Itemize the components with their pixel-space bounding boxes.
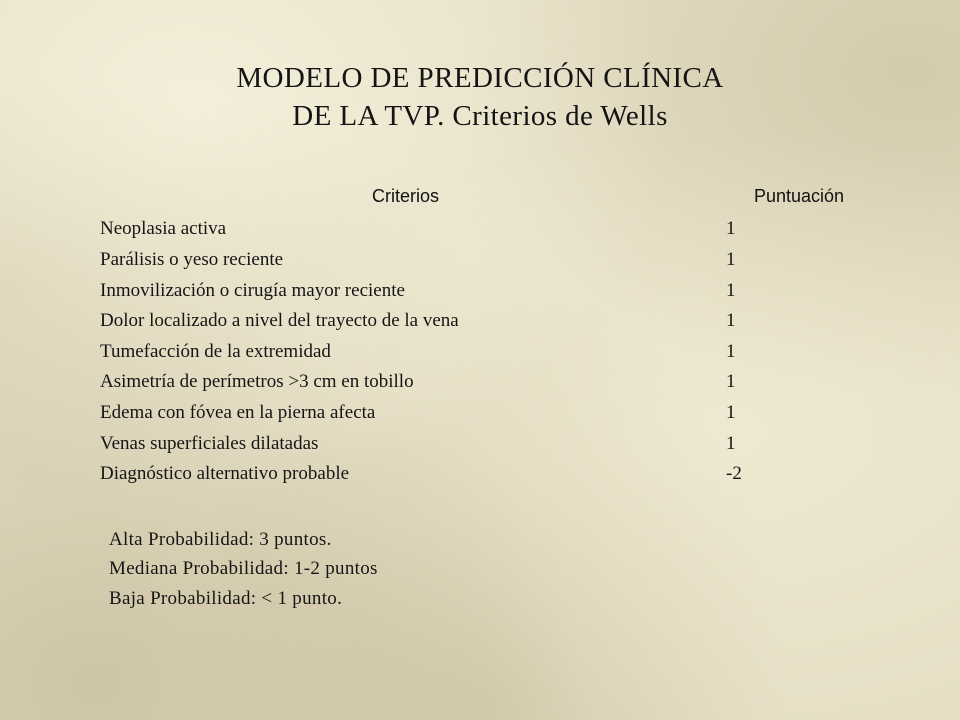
low-probability-text: Baja Probabilidad: < 1 punto. — [109, 588, 343, 609]
criterion-score: -2 — [726, 463, 742, 484]
criterion-label: Neoplasia activa — [100, 218, 227, 239]
slide-title-line-2: DE LA TVP. Criterios de Wells — [292, 100, 668, 132]
criterion-label: Venas superficiales dilatadas — [100, 433, 319, 454]
criterion-score: 1 — [726, 433, 736, 454]
criterion-label: Dolor localizado a nivel del trayecto de la vena — [100, 310, 459, 331]
criterion-label: Diagnóstico alternativo probable — [100, 463, 350, 484]
criterion-score: 1 — [726, 280, 736, 301]
criterion-label: Asimetría de perímetros >3 cm en tobillo — [100, 371, 414, 392]
criterion-label: Parálisis o yeso reciente — [100, 249, 284, 270]
criterion-score: 1 — [726, 341, 736, 362]
criterion-score: 1 — [726, 310, 736, 331]
high-probability-text: Alta Probabilidad: 3 puntos. — [109, 529, 332, 550]
score-column-header: Puntuación — [754, 186, 845, 206]
medium-probability-text: Mediana Probabilidad: 1-2 puntos — [109, 558, 378, 579]
criterion-label: Edema con fóvea en la pierna afecta — [100, 402, 376, 423]
criterion-score: 1 — [726, 249, 736, 270]
criterion-label: Tumefacción de la extremidad — [100, 341, 331, 362]
criteria-column-header: Criterios — [372, 186, 440, 206]
criterion-label: Inmovilización o cirugía mayor reciente — [100, 280, 405, 301]
criterion-score: 1 — [726, 371, 736, 392]
slide-title-line-1: MODELO DE PREDICCIÓN CLÍNICA — [236, 62, 724, 94]
criterion-score: 1 — [726, 218, 736, 239]
criterion-score: 1 — [726, 402, 736, 423]
